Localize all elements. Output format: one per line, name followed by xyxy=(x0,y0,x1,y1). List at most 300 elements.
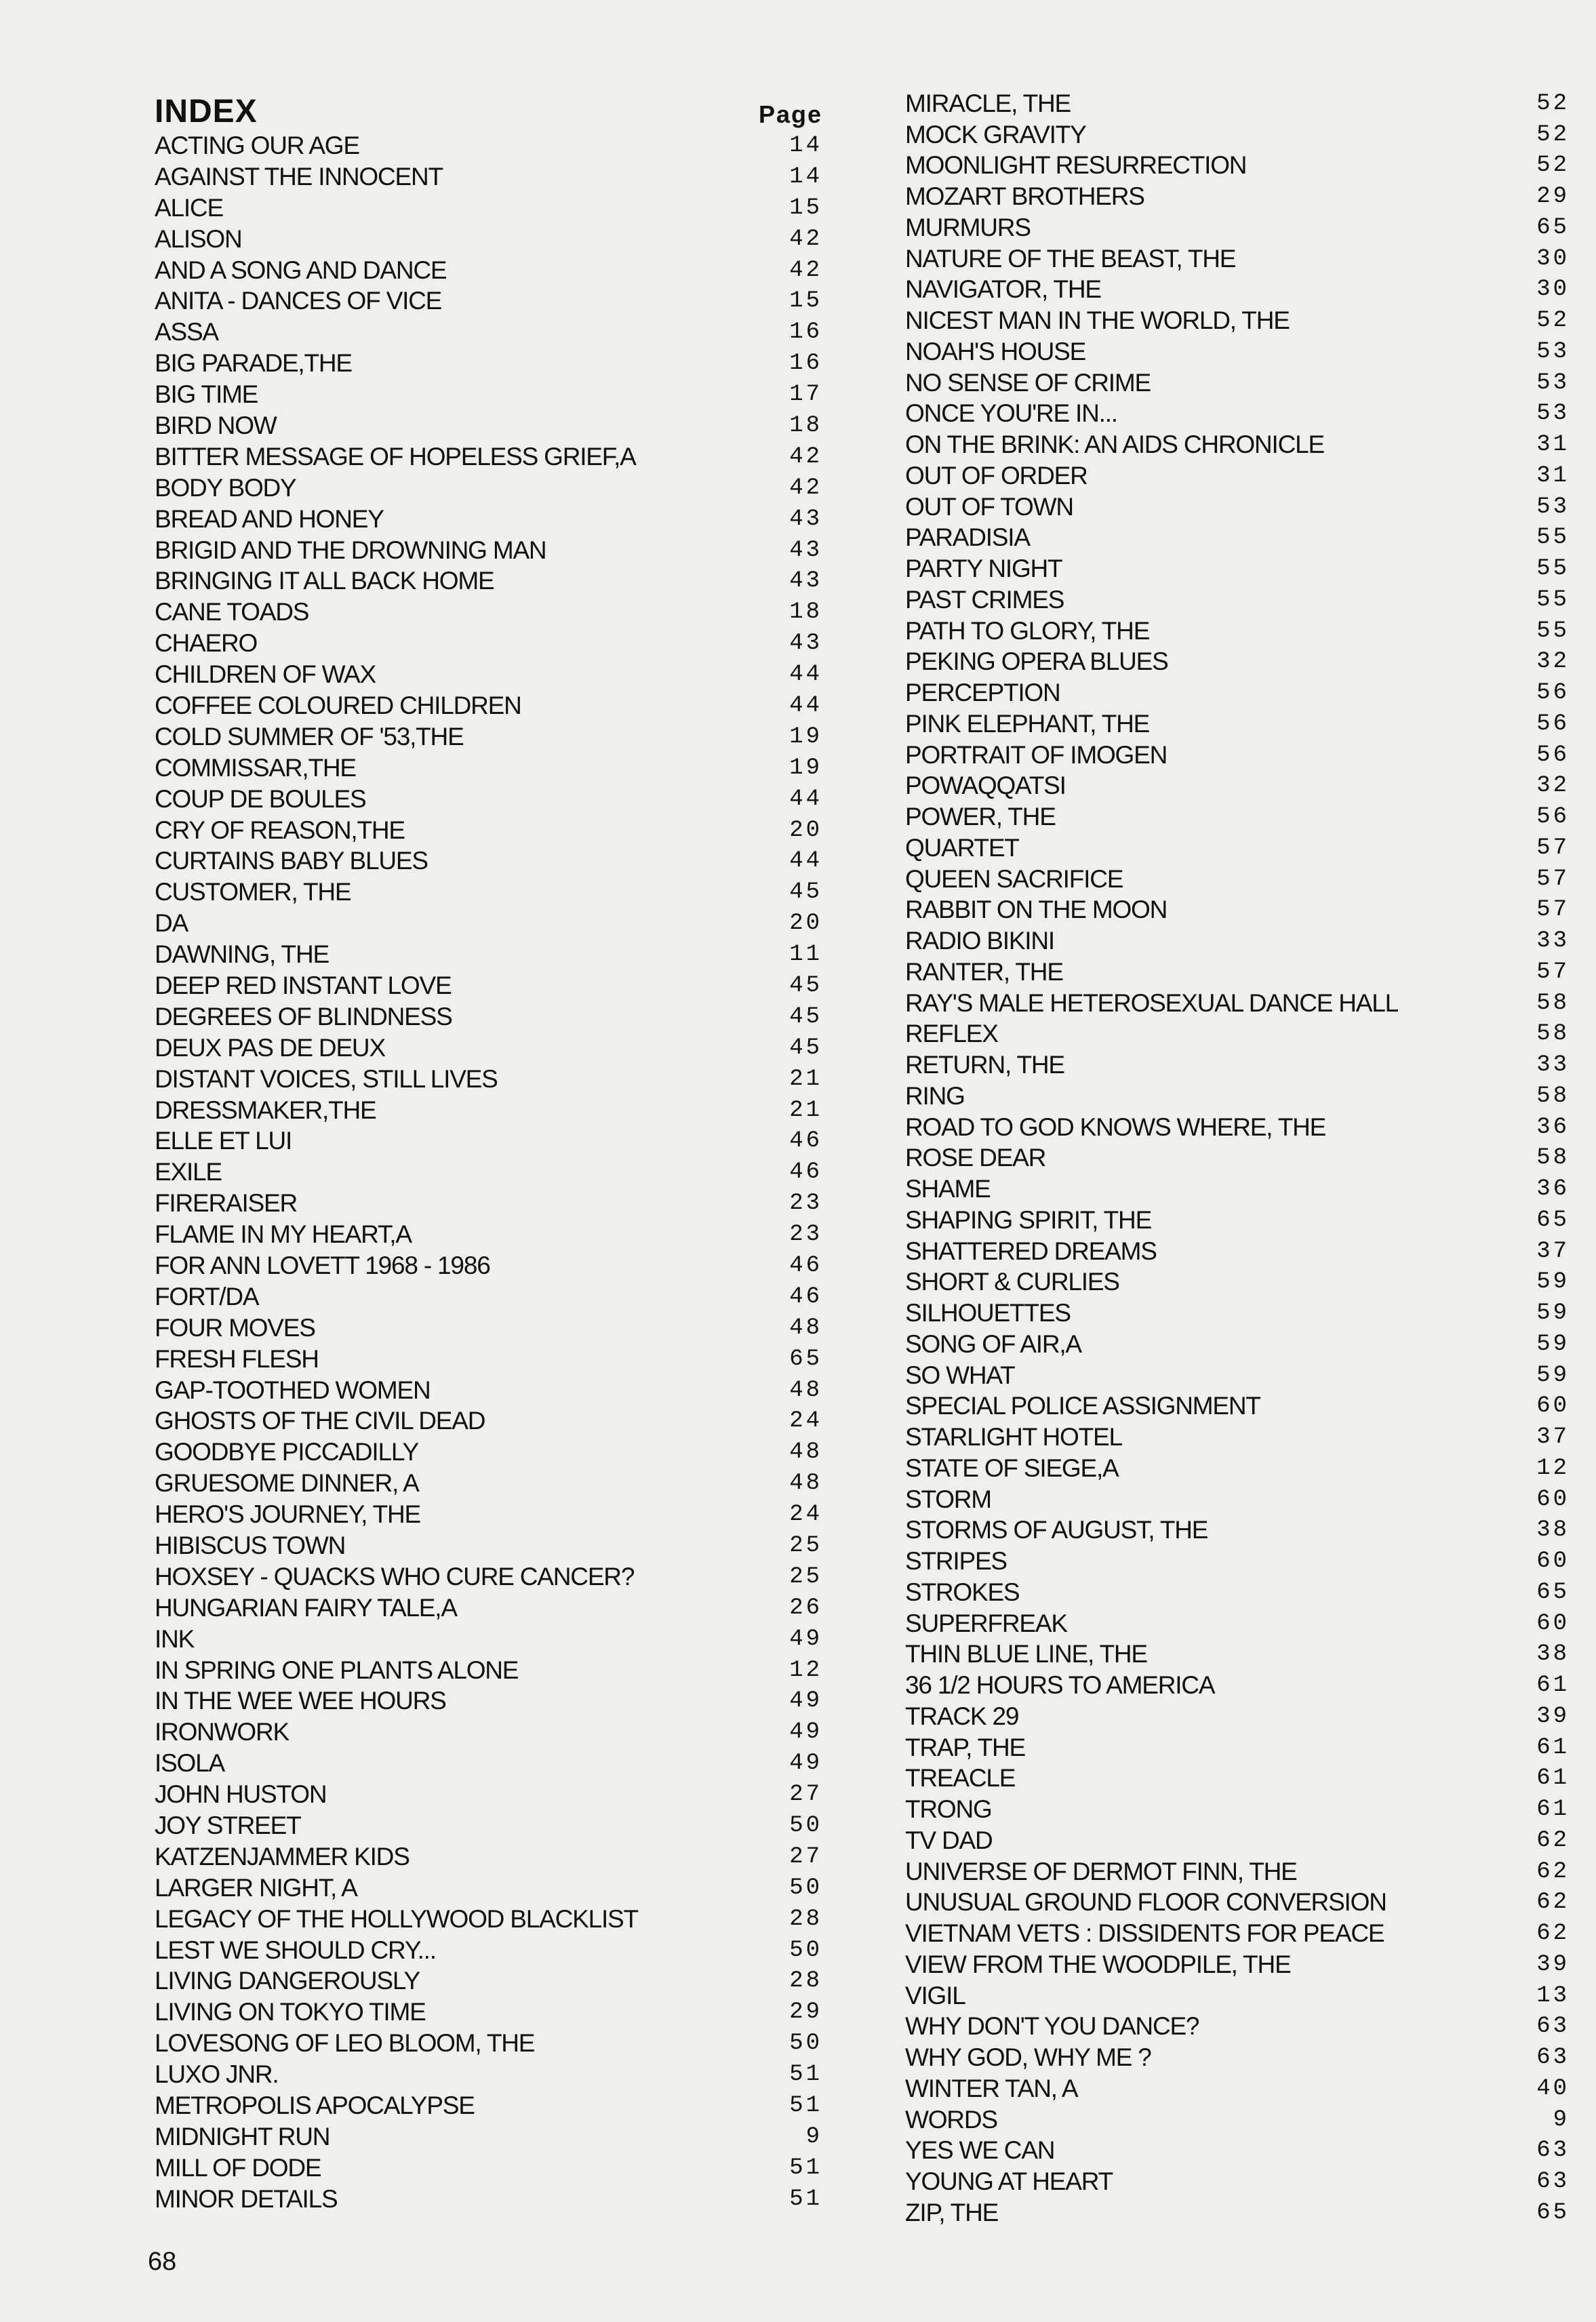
index-entry xyxy=(155,2028,822,2059)
page-number: 68 xyxy=(148,2247,177,2276)
entry-page-number: 62 xyxy=(1536,1858,1570,1885)
entry-page-number: 38 xyxy=(1536,1641,1570,1668)
entry-page-number: 53 xyxy=(1536,494,1570,520)
index-entry xyxy=(905,2166,1570,2197)
entry-page-number: 42 xyxy=(789,475,822,501)
entry-page-number: 51 xyxy=(789,2093,822,2119)
entry-page-number: 25 xyxy=(789,1563,822,1590)
index-entry xyxy=(905,1049,1570,1081)
entry-title: GHOSTS OF THE CIVIL DEAD xyxy=(155,1407,485,1435)
index-entry xyxy=(155,908,822,939)
entry-page-number: 52 xyxy=(1536,90,1570,117)
entry-title: FIRERAISER xyxy=(155,1189,298,1218)
index-entry xyxy=(905,1732,1570,1763)
entry-title: SONG OF AIR,A xyxy=(905,1329,1081,1358)
entry-title: KATZENJAMMER KIDS xyxy=(155,1842,410,1870)
entry-page-number: 59 xyxy=(1536,1300,1570,1327)
entry-title: STRIPES xyxy=(905,1547,1007,1576)
index-entry xyxy=(155,1157,822,1188)
entry-page-number: 50 xyxy=(789,1813,822,1839)
entry-page-number: 9 xyxy=(1553,2106,1570,2133)
entry-page-number: 27 xyxy=(789,1782,822,1808)
entry-page-number: 42 xyxy=(789,226,822,252)
index-entry xyxy=(155,1655,822,1686)
entry-title: MINOR DETAILS xyxy=(155,2184,338,2213)
index-entries-right xyxy=(905,88,1570,2228)
entry-title: LEGACY OF THE HOLLYWOOD BLACKLIST xyxy=(155,1904,638,1933)
index-entry xyxy=(905,1918,1570,1949)
entry-page-number: 43 xyxy=(789,537,822,563)
entry-title: ISOLA xyxy=(155,1749,224,1778)
entry-title: ONCE YOU'RE IN... xyxy=(905,399,1117,428)
entry-page-number: 45 xyxy=(789,1003,822,1030)
index-entry xyxy=(905,181,1570,212)
entry-page-number: 56 xyxy=(1536,710,1570,737)
index-entry xyxy=(905,460,1570,492)
entry-page-number: 58 xyxy=(1536,1145,1570,1172)
index-entry xyxy=(905,212,1570,243)
entry-page-number: 60 xyxy=(1536,1610,1570,1637)
entry-title: LUXO JNR. xyxy=(155,2060,279,2089)
index-entry xyxy=(905,957,1570,988)
index-entry xyxy=(905,305,1570,336)
index-entry xyxy=(905,367,1570,399)
entry-page-number: 32 xyxy=(1536,773,1570,799)
entry-page-number: 32 xyxy=(1536,649,1570,675)
entry-title: IN SPRING ONE PLANTS ALONE xyxy=(155,1656,519,1684)
index-entry xyxy=(905,1298,1570,1329)
index-entry xyxy=(905,1856,1570,1887)
index-entry xyxy=(905,1360,1570,1391)
index-entry xyxy=(155,2153,822,2184)
entry-page-number: 39 xyxy=(1536,1951,1570,1978)
entry-title: OUT OF ORDER xyxy=(905,461,1088,489)
index-entry xyxy=(155,317,822,348)
index-title: INDEX xyxy=(155,94,258,129)
entry-page-number: 37 xyxy=(1536,1238,1570,1264)
index-entry xyxy=(905,1236,1570,1267)
entry-title: IRONWORK xyxy=(155,1718,290,1746)
entry-title: PERCEPTION xyxy=(905,679,1060,707)
entry-title: RANTER, THE xyxy=(905,957,1063,986)
entry-page-number: 11 xyxy=(789,942,822,968)
entry-title: STARLIGHT HOTEL xyxy=(905,1423,1122,1452)
entry-page-number: 43 xyxy=(789,506,822,532)
index-entry xyxy=(155,1624,822,1655)
entry-title: DA xyxy=(155,909,188,938)
index-entry xyxy=(155,285,822,317)
entry-page-number: 65 xyxy=(789,1346,822,1372)
index-entry xyxy=(905,1422,1570,1453)
entry-page-number: 40 xyxy=(1536,2075,1570,2102)
index-entry xyxy=(905,1267,1570,1298)
entry-title: UNUSUAL GROUND FLOOR CONVERSION xyxy=(905,1888,1386,1917)
index-entry xyxy=(155,1095,822,1126)
index-entry xyxy=(155,1748,822,1779)
entry-title: SILHOUETTES xyxy=(905,1299,1071,1327)
entry-title: BODY BODY xyxy=(155,473,296,502)
index-entry xyxy=(905,1980,1570,2011)
entry-title: TRACK 29 xyxy=(905,1702,1019,1730)
entry-page-number: 46 xyxy=(789,1283,822,1310)
entry-page-number: 61 xyxy=(1536,1734,1570,1761)
entry-page-number: 44 xyxy=(789,692,822,719)
index-entry xyxy=(905,1515,1570,1546)
entry-title: SO WHAT xyxy=(905,1361,1015,1389)
entry-title: BREAD AND HONEY xyxy=(155,504,384,533)
entry-page-number: 57 xyxy=(1536,835,1570,861)
entry-page-number: 30 xyxy=(1536,277,1570,303)
entry-page-number: 51 xyxy=(789,2186,822,2212)
index-entry xyxy=(905,1019,1570,1050)
entry-title: PARADISIA xyxy=(905,523,1030,552)
entry-page-number: 28 xyxy=(789,1968,822,1995)
entry-title: NICEST MAN IN THE WORLD, THE xyxy=(905,306,1290,335)
entry-title: SHORT & CURLIES xyxy=(905,1268,1119,1296)
entry-title: CHILDREN OF WAX xyxy=(155,660,376,689)
entry-title: ACTING OUR AGE xyxy=(155,131,359,159)
entry-title: GAP-TOOTHED WOMEN xyxy=(155,1376,431,1404)
entry-title: UNIVERSE OF DERMOT FINN, THE xyxy=(905,1857,1297,1885)
index-entry xyxy=(905,677,1570,708)
index-entry xyxy=(155,939,822,970)
entry-page-number: 33 xyxy=(1536,928,1570,955)
index-entry xyxy=(905,1484,1570,1515)
entry-page-number: 57 xyxy=(1536,866,1570,892)
entry-page-number: 52 xyxy=(1536,121,1570,148)
index-entry xyxy=(155,2090,822,2121)
entry-title: METROPOLIS APOCALYPSE xyxy=(155,2091,475,2120)
entry-title: TV DAD xyxy=(905,1826,993,1854)
index-entry xyxy=(155,1281,822,1313)
index-entry xyxy=(155,441,822,473)
entry-page-number: 52 xyxy=(1536,153,1570,179)
entry-page-number: 29 xyxy=(1536,184,1570,210)
entry-title: BIG PARADE,THE xyxy=(155,349,352,378)
index-entry xyxy=(905,1887,1570,1919)
entry-title: DISTANT VOICES, STILL LIVES xyxy=(155,1064,498,1093)
entry-page-number: 48 xyxy=(789,1377,822,1403)
entry-title: HIBISCUS TOWN xyxy=(155,1532,346,1560)
entry-page-number: 52 xyxy=(1536,308,1570,334)
entry-title: MURMURS xyxy=(905,213,1031,241)
index-entry xyxy=(905,616,1570,647)
entry-page-number: 24 xyxy=(789,1408,822,1435)
entry-page-number: 58 xyxy=(1536,1083,1570,1109)
index-entry xyxy=(905,399,1570,430)
entry-title: FOR ANN LOVETT 1968 - 1986 xyxy=(155,1252,490,1279)
entry-page-number: 18 xyxy=(789,412,822,439)
entry-title: WORDS xyxy=(905,2105,997,2134)
entry-title: PORTRAIT OF IMOGEN xyxy=(905,740,1168,769)
index-entry xyxy=(155,1126,822,1157)
entry-page-number: 23 xyxy=(789,1222,822,1248)
entry-page-number: 37 xyxy=(1536,1424,1570,1451)
entry-title: AGAINST THE INNOCENT xyxy=(155,162,443,191)
index-entry xyxy=(905,151,1570,182)
index-entry xyxy=(155,753,822,784)
index-entry xyxy=(905,1577,1570,1608)
index-entry xyxy=(155,410,822,441)
entry-title: BRIGID AND THE DROWNING MAN xyxy=(155,536,546,564)
index-entry xyxy=(155,1686,822,1717)
entry-title: JOY STREET xyxy=(155,1811,301,1840)
entry-title: DEUX PAS DE DEUX xyxy=(155,1033,385,1062)
entry-page-number: 50 xyxy=(789,1937,822,1963)
entry-page-number: 62 xyxy=(1536,1921,1570,1947)
index-entry xyxy=(905,275,1570,306)
index-entry xyxy=(155,1375,822,1406)
index-entry xyxy=(905,1205,1570,1236)
index-entry xyxy=(905,1546,1570,1577)
index-entry xyxy=(155,1810,822,1841)
index-entry xyxy=(155,1313,822,1344)
index-entry xyxy=(905,429,1570,460)
index-entry xyxy=(155,690,822,721)
entry-title: LEST WE SHOULD CRY... xyxy=(155,1936,436,1964)
entry-title: BITTER MESSAGE OF HOPELESS GRIEF,A xyxy=(155,442,636,471)
index-entry xyxy=(905,1701,1570,1732)
entry-title: NO SENSE OF CRIME xyxy=(905,368,1151,397)
index-entry xyxy=(905,647,1570,678)
index-entry xyxy=(905,1391,1570,1422)
entry-page-number: 55 xyxy=(1536,618,1570,644)
entry-page-number: 16 xyxy=(789,319,822,346)
index-header xyxy=(155,88,822,130)
index-right-column xyxy=(905,88,1570,2228)
entry-page-number: 45 xyxy=(789,879,822,906)
entry-page-number: 26 xyxy=(789,1595,822,1621)
index-entry xyxy=(155,1001,822,1033)
entry-page-number: 48 xyxy=(789,1315,822,1341)
entry-page-number: 18 xyxy=(789,599,822,626)
index-entry xyxy=(155,1344,822,1375)
index-entry xyxy=(905,864,1570,895)
index-entry xyxy=(905,1608,1570,1639)
entry-title: LARGER NIGHT, A xyxy=(155,1873,357,1902)
entry-page-number: 20 xyxy=(789,817,822,843)
entry-title: LOVESONG OF LEO BLOOM, THE xyxy=(155,2029,535,2058)
index-entry xyxy=(905,553,1570,584)
index-entry xyxy=(155,255,822,286)
index-entry xyxy=(905,243,1570,275)
entry-title: GRUESOME DINNER, A xyxy=(155,1469,419,1498)
entry-title: MOCK GRAVITY xyxy=(905,120,1086,148)
index-entry xyxy=(155,1530,822,1561)
entry-page-number: 46 xyxy=(789,1253,822,1279)
entry-title: FRESH FLESH xyxy=(155,1344,319,1373)
entry-title: HERO'S JOURNEY, THE xyxy=(155,1500,421,1529)
entry-title: YOUNG AT HEART xyxy=(905,2167,1113,2196)
entry-title: SHAME xyxy=(905,1175,991,1203)
entry-title: COFFEE COLOURED CHILDREN xyxy=(155,691,521,719)
entry-page-number: 58 xyxy=(1536,990,1570,1016)
index-entry xyxy=(155,877,822,908)
entry-page-number: 49 xyxy=(789,1688,822,1715)
entry-page-number: 33 xyxy=(1536,1052,1570,1079)
index-entry xyxy=(905,1453,1570,1484)
entry-title: IN THE WEE WEE HOURS xyxy=(155,1687,446,1715)
index-entry xyxy=(155,1499,822,1530)
index-entry xyxy=(905,584,1570,616)
entry-title: 36 1/2 HOURS TO AMERICA xyxy=(905,1671,1215,1700)
entry-title: VIEW FROM THE WOODPILE, THE xyxy=(905,1950,1291,1978)
entry-page-number: 39 xyxy=(1536,1703,1570,1729)
index-entry xyxy=(905,925,1570,957)
index-entry xyxy=(155,1188,822,1219)
index-entry xyxy=(155,2059,822,2090)
entry-title: BRINGING IT ALL BACK HOME xyxy=(155,567,494,595)
entry-page-number: 25 xyxy=(789,1533,822,1559)
index-entry xyxy=(155,1935,822,1966)
entry-page-number: 60 xyxy=(1536,1548,1570,1575)
entry-title: MIDNIGHT RUN xyxy=(155,2122,330,2150)
index-entry xyxy=(905,1112,1570,1143)
entry-title: ALICE xyxy=(155,193,223,222)
entry-title: EXILE xyxy=(155,1158,222,1186)
index-entry xyxy=(905,523,1570,554)
entry-page-number: 12 xyxy=(1536,1455,1570,1481)
entry-title: VIETNAM VETS : DISSIDENTS FOR PEACE xyxy=(905,1919,1384,1948)
entry-page-number: 63 xyxy=(1536,2138,1570,2164)
entry-title: HOXSEY - QUACKS WHO CURE CANCER? xyxy=(155,1562,635,1590)
entry-title: COLD SUMMER OF '53,THE xyxy=(155,722,464,750)
index-entry xyxy=(155,721,822,753)
entry-title: DAWNING, THE xyxy=(155,940,329,969)
entry-title: PAST CRIMES xyxy=(905,585,1064,614)
index-entry xyxy=(155,504,822,535)
entry-title: RETURN, THE xyxy=(905,1051,1064,1079)
entry-page-number: 15 xyxy=(789,195,822,221)
entry-title: SHAPING SPIRIT, THE xyxy=(905,1205,1152,1234)
entry-title: CURTAINS BABY BLUES xyxy=(155,847,428,875)
entry-page-number: 65 xyxy=(1536,1207,1570,1233)
index-entry xyxy=(155,1437,822,1468)
entry-title: SUPERFREAK xyxy=(905,1609,1067,1637)
index-entry xyxy=(155,1841,822,1873)
index-entry xyxy=(905,88,1570,119)
index-entry xyxy=(905,2042,1570,2073)
entry-title: ON THE BRINK: AN AIDS CHRONICLE xyxy=(905,431,1324,459)
entry-title: STORMS OF AUGUST, THE xyxy=(905,1516,1208,1544)
entry-page-number: 60 xyxy=(1536,1486,1570,1513)
entry-title: NOAH'S HOUSE xyxy=(905,337,1086,365)
index-entry xyxy=(155,565,822,597)
index-entry xyxy=(905,708,1570,740)
entry-title: RAY'S MALE HETEROSEXUAL DANCE HALL xyxy=(905,988,1399,1017)
entry-title: PARTY NIGHT xyxy=(905,555,1062,583)
entry-title: PEKING OPERA BLUES xyxy=(905,647,1168,676)
entry-page-number: 49 xyxy=(789,1750,822,1777)
entry-title: VIGIL xyxy=(905,1981,965,2009)
entry-page-number: 16 xyxy=(789,351,822,377)
entry-page-number: 36 xyxy=(1536,1176,1570,1203)
entry-page-number: 46 xyxy=(789,1159,822,1186)
entry-title: MIRACLE, THE xyxy=(905,89,1071,117)
entry-title: BIG TIME xyxy=(155,380,258,409)
index-entry xyxy=(155,1873,822,1904)
index-entry xyxy=(905,2136,1570,2167)
index-entry xyxy=(905,771,1570,802)
entry-page-number: 61 xyxy=(1536,1765,1570,1792)
index-entry xyxy=(155,379,822,410)
index-entry xyxy=(155,845,822,877)
entry-title: ALISON xyxy=(155,224,242,253)
entry-title: RADIO BIKINI xyxy=(905,927,1054,955)
index-entry xyxy=(155,970,822,1001)
entry-page-number: 44 xyxy=(789,662,822,688)
index-entry xyxy=(905,833,1570,864)
entry-page-number: 38 xyxy=(1536,1517,1570,1544)
index-entry xyxy=(155,1561,822,1593)
index-entry xyxy=(905,895,1570,926)
entry-title: ASSA xyxy=(155,318,218,346)
entry-title: WINTER TAN, A xyxy=(905,2074,1078,2102)
entry-page-number: 14 xyxy=(789,132,822,159)
entry-page-number: 51 xyxy=(789,2155,822,2181)
entry-page-number: 58 xyxy=(1536,1021,1570,1047)
entry-page-number: 29 xyxy=(789,1999,822,2026)
entry-title: PATH TO GLORY, THE xyxy=(905,616,1150,645)
entry-page-number: 59 xyxy=(1536,1362,1570,1388)
entry-page-number: 43 xyxy=(789,630,822,657)
entry-page-number: 23 xyxy=(789,1190,822,1217)
index-entry xyxy=(905,1794,1570,1825)
entry-page-number: 50 xyxy=(789,2030,822,2057)
index-entry xyxy=(155,348,822,379)
page-column-label: Page xyxy=(758,100,822,128)
entry-title: SPECIAL POLICE ASSIGNMENT xyxy=(905,1392,1260,1420)
entry-title: SHATTERED DREAMS xyxy=(905,1237,1157,1265)
entry-page-number: 17 xyxy=(789,382,822,408)
entry-title: RABBIT ON THE MOON xyxy=(905,896,1168,924)
entry-page-number: 62 xyxy=(1536,1889,1570,1916)
entry-title: STROKES xyxy=(905,1578,1020,1606)
entry-page-number: 19 xyxy=(789,755,822,781)
entry-title: FOUR MOVES xyxy=(155,1313,315,1342)
entry-page-number: 50 xyxy=(789,1875,822,1901)
entry-title: AND A SONG AND DANCE xyxy=(155,256,447,284)
index-left-column xyxy=(155,88,822,2215)
index-entry xyxy=(155,1219,822,1250)
entry-title: ROSE DEAR xyxy=(905,1144,1046,1172)
entry-title: ANITA - DANCES OF VICE xyxy=(155,287,442,315)
index-entry xyxy=(905,1949,1570,1980)
entry-page-number: 43 xyxy=(789,568,822,595)
entry-page-number: 59 xyxy=(1536,1331,1570,1357)
index-entries-left xyxy=(155,130,822,2215)
entry-page-number: 51 xyxy=(789,2062,822,2088)
entry-page-number: 44 xyxy=(789,786,822,812)
index-entry xyxy=(905,1763,1570,1795)
index-entry xyxy=(905,119,1570,151)
index-entry xyxy=(155,1250,822,1281)
index-entry xyxy=(155,473,822,504)
entry-title: BIRD NOW xyxy=(155,411,277,439)
index-entry xyxy=(155,224,822,255)
index-entry xyxy=(155,1779,822,1810)
entry-page-number: 12 xyxy=(789,1657,822,1683)
entry-title: WHY GOD, WHY ME ? xyxy=(905,2043,1151,2072)
entry-page-number: 49 xyxy=(789,1626,822,1652)
entry-page-number: 21 xyxy=(789,1066,822,1092)
entry-page-number: 63 xyxy=(1536,2169,1570,2195)
index-entry xyxy=(155,1468,822,1499)
index-entry xyxy=(905,988,1570,1019)
entry-page-number: 46 xyxy=(789,1128,822,1155)
entry-title: OUT OF TOWN xyxy=(905,492,1073,521)
entry-title: COMMISSAR,THE xyxy=(155,753,356,782)
